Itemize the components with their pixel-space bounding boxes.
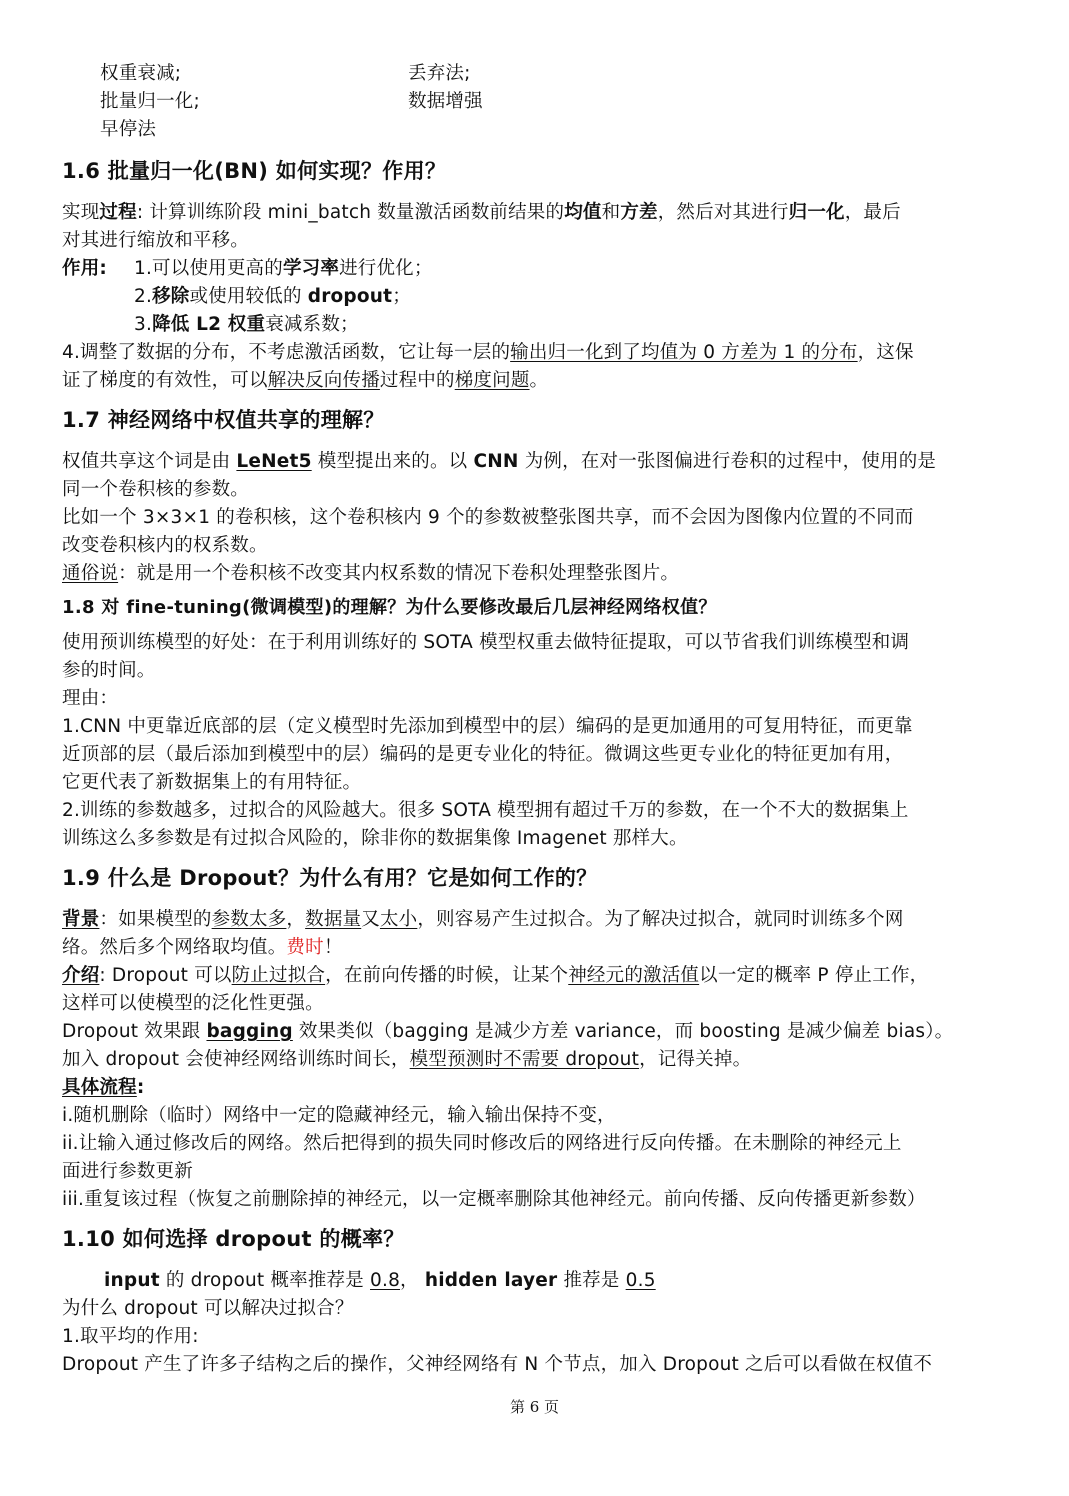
text-run: ， (286, 909, 306, 930)
underlined-text: 0.5 (625, 1270, 656, 1291)
text-run: 络。然后多个网络取均值。 (62, 937, 287, 958)
text-run: ； (392, 286, 411, 307)
underlined-text: 数据量 (305, 909, 362, 930)
paragraph-line: 改变卷积核内的权系数。 (62, 535, 268, 556)
text-run: : Dropout 可以 (99, 965, 232, 986)
paragraph-line (62, 906, 1022, 934)
text-run: 加入 dropout 会使神经网络训练时间长， (62, 1049, 410, 1070)
text-run: 推荐是 (557, 1270, 626, 1291)
text-run: ，在前向传播的时候，让某个 (325, 965, 569, 986)
text-run: 3. (134, 314, 153, 335)
text-run: 以一定的概率 P 停止工作， (699, 965, 929, 986)
underlined-text: 参数太多 (211, 909, 287, 930)
list-item-text: 早停法 (100, 119, 157, 140)
text-run: 均值 (564, 202, 602, 223)
text-run: 。 (529, 370, 549, 391)
text-run: 效果类似（bagging 是减少方差 variance，而 boosting 是减少偏差 bias）。 (292, 1021, 954, 1042)
paragraph-line: 比如一个 3×3×1 的卷积核，这个卷积核内 9 个的参数被整张图共享，而不会因为图像内位置的不同而 (62, 507, 914, 528)
text-run: : (136, 1077, 145, 1098)
text-run: 归一化 (788, 202, 845, 223)
paragraph-line: 同一个卷积核的参数。 (62, 479, 250, 500)
underlined-label: 背景 (62, 909, 100, 930)
text-run: CNN (473, 451, 519, 472)
paragraph-line (62, 367, 1022, 395)
paragraph-line: 它更代表了新数据集上的有用特征。 (62, 772, 362, 793)
text-run: 过程 (99, 202, 137, 223)
page-number: 第 6 页 (509, 1398, 560, 1416)
text-run: ！ (323, 937, 343, 958)
paragraph-line: 1.CNN 中更靠近底部的层（定义模型时先添加到模型中的层）编码的是更加通用的可复用特征，而更靠 (62, 716, 913, 737)
text-run: 证了梯度的有效性，可以 (62, 370, 268, 391)
list-item-text: 批量归一化; (100, 91, 200, 112)
underlined-text: 太小 (379, 909, 418, 930)
text-run: 的 dropout 概率推荐是 (159, 1270, 371, 1291)
text-run: 为例，在对一张图偏进行卷积的过程中，使用的是 (518, 451, 937, 472)
underlined-text: 神经元的激活值 (568, 965, 700, 986)
text-run: 又 (361, 909, 380, 930)
paragraph-line: 近顶部的层（最后添加到模型中的层）编码的是更专业化的特征。微调这些更专业化的特征更加有用， (62, 744, 904, 765)
text-run: ，最后 (844, 202, 901, 223)
paragraph-line: 理由： (62, 688, 119, 709)
text-run: input (104, 1270, 160, 1291)
text-run: 或使用较低的 (189, 286, 308, 307)
text-run: 降低 L2 权重 (152, 314, 266, 335)
text-run: hidden layer (424, 1270, 558, 1291)
text-run: ，则容易产生过拟合。为了解决过拟合，就同时训练多个网 (417, 909, 904, 930)
text-run: 学习率 (282, 258, 340, 279)
list-item (134, 311, 1069, 339)
paragraph-line: 这样可以使模型的泛化性更强。 (62, 993, 324, 1014)
paragraph-line: 参的时间。 (62, 660, 156, 681)
underlined-text: 0.8 (370, 1270, 401, 1291)
list-item-text: 丢弃法; (408, 63, 471, 84)
text-run: 实现 (62, 202, 100, 223)
underlined-text: LeNet5 (236, 451, 312, 472)
list-item (100, 116, 1060, 144)
underlined-text: 模型预测时不需要 dropout (409, 1049, 640, 1070)
paragraph-line: ii.让输入通过修改后的网络。然后把得到的损失同时修改后的网络进行反向传播。在未删除的神经元上 (62, 1133, 902, 1154)
paragraph-line (62, 255, 1022, 283)
paragraph-line: 面进行参数更新 (62, 1161, 193, 1182)
text-run: ：如果模型的 (99, 909, 212, 930)
underlined-text: 输出归一化到了均值为 0 方差为 1 的分布 (510, 342, 858, 363)
section-heading-1-6: 1.6 批量归一化(BN) 如何实现？作用？ (62, 159, 447, 183)
text-run: ， (400, 1270, 425, 1291)
text-run: 和 (601, 202, 621, 223)
text-run: dropout (307, 286, 393, 307)
underlined-text: 解决反向传播 (267, 370, 380, 391)
text-run: 衰减系数； (265, 314, 359, 335)
text-run: 模型提出来的。以 (311, 451, 474, 472)
underlined-text: 防止过拟合 (231, 965, 326, 986)
section-heading-1-8: 1.8 对 fine-tuning(微调模型)的理解？为什么要修改最后几层神经网络权值？ (62, 597, 717, 618)
paragraph-line: 对其进行缩放和平移。 (62, 230, 250, 251)
paragraph-line (62, 339, 1022, 367)
underlined-text: 通俗说 (62, 563, 119, 584)
paragraph-line: Dropout 产生了许多子结构之后的操作，父神经网络有 N 个节点，加入 Dropout 之后可以看做在权值不 (62, 1354, 933, 1375)
text-run: 权值共享这个词是由 (62, 451, 237, 472)
paragraph-line: 训练这么多参数是有过拟合风险的，除非你的数据集像 Imagenet 那样大。 (62, 828, 688, 849)
paragraph-line (62, 560, 1022, 588)
paragraph-line (62, 1074, 1022, 1102)
list-item-text: 权重衰减; (100, 63, 182, 84)
underlined-label: 具体流程 (62, 1077, 137, 1098)
text-run: 1.可以使用更高的 (134, 258, 283, 279)
list-item-text: 数据增强 (408, 91, 483, 112)
text-run: 移除 (152, 286, 190, 307)
section-heading-1-9: 1.9 什么是 Dropout？为什么有用？它是如何工作的？ (62, 866, 598, 890)
section-heading-1-7: 1.7 神经网络中权值共享的理解？ (62, 408, 385, 432)
underlined-text: 梯度问题 (454, 370, 530, 391)
underlined-label: 介绍 (62, 965, 100, 986)
paragraph-line: i.随机删除（临时）网络中一定的隐藏神经元，输入输出保持不变， (62, 1105, 616, 1126)
paragraph-line: 使用预训练模型的好处：在于利用训练好的 SOTA 模型权重去做特征提取，可以节省我们训练模型和调 (62, 632, 910, 653)
text-run: Dropout 效果跟 (62, 1021, 207, 1042)
section-heading-1-10: 1.10 如何选择 dropout 的概率？ (62, 1227, 405, 1251)
list-item (100, 60, 1060, 88)
text-run: : 计算训练阶段 mini_batch 数量激活函数前结果的 (136, 202, 565, 223)
text-run: ，记得关掉。 (639, 1049, 752, 1070)
paragraph-line (62, 199, 1022, 227)
paragraph-line: 1.取平均的作用: (62, 1326, 199, 1347)
highlighted-text: 费时 (286, 937, 324, 958)
text-run: ，然后对其进行 (657, 202, 789, 223)
text-run: 方差 (620, 202, 658, 223)
paragraph-line (62, 448, 1022, 476)
list-item (134, 283, 1069, 311)
paragraph-line: 2.训练的参数越多，过拟合的风险越大。很多 SOTA 模型拥有超过千万的参数，在一个不大的数据集上 (62, 800, 909, 821)
paragraph-line (62, 934, 1022, 962)
paragraph-line (62, 1046, 1022, 1074)
text-run: ：就是用一个卷积核不改变其内权系数的情况下卷积处理整张图片。 (118, 563, 680, 584)
text-run: 进行优化； (339, 258, 433, 279)
paragraph-line (62, 1018, 1022, 1046)
paragraph-line: 为什么 dropout 可以解决过拟合？ (62, 1298, 354, 1319)
paragraph-line (62, 962, 1022, 990)
text-run: ，这保 (857, 342, 914, 363)
underlined-text: bagging (206, 1021, 293, 1042)
text-run: 4.调整了数据的分布，不考虑激活函数，它让每一层的 (62, 342, 511, 363)
text-run: 2. (134, 286, 153, 307)
effect-label: 作用: (62, 258, 107, 279)
text-run: 过程中的 (379, 370, 455, 391)
paragraph-line (104, 1267, 1064, 1295)
paragraph-line: iii.重复该过程（恢复之前删除掉的神经元，以一定概率删除其他神经元。前向传播、反向传播更新参数） (62, 1189, 926, 1210)
list-item (134, 255, 433, 283)
list-item (100, 88, 1060, 116)
